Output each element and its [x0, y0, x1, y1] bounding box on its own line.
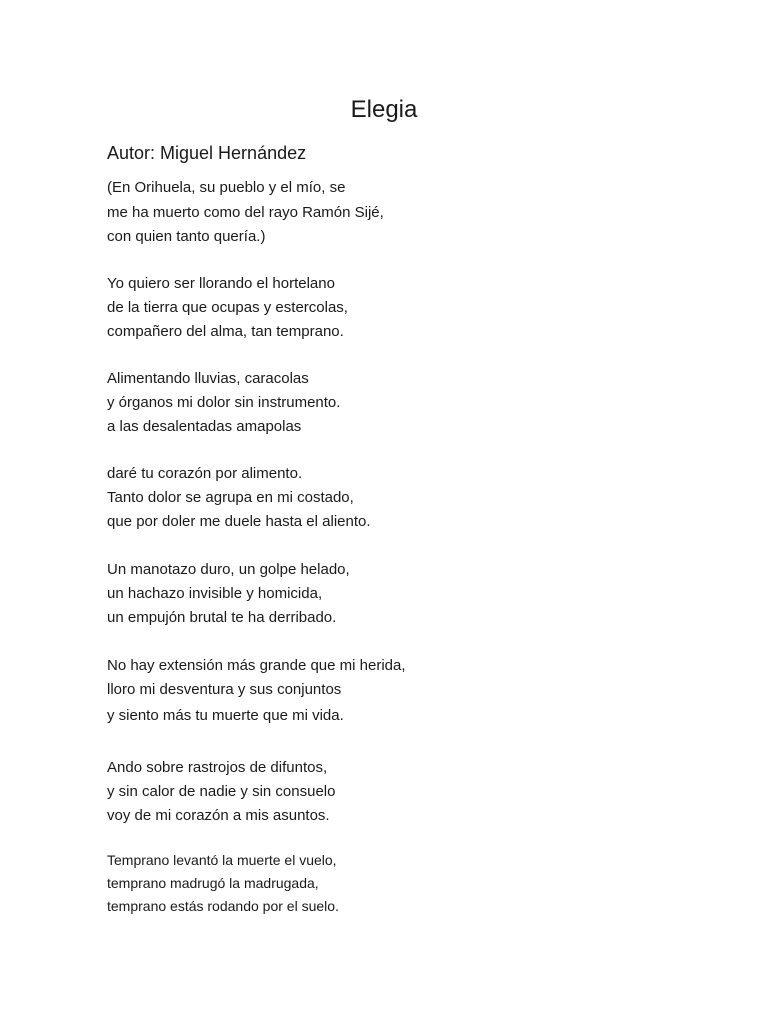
poem-line: un hachazo invisible y homicida, — [107, 585, 323, 602]
poem-line: y órganos mi dolor sin instrumento. — [107, 394, 341, 411]
poem-line: a las desalentadas amapolas — [107, 418, 302, 435]
poem-line: con quien tanto quería.) — [107, 228, 266, 245]
poem-line: temprano estás rodando por el suelo. — [107, 898, 339, 914]
poem-title: Elegia — [350, 96, 418, 123]
poem-line: lloro mi desventura y sus conjuntos — [107, 681, 342, 698]
poem-line: Tanto dolor se agrupa en mi costado, — [107, 489, 354, 506]
poem-line: un empujón brutal te ha derribado. — [107, 609, 337, 626]
poem-author: Autor: Miguel Hernández — [107, 143, 307, 163]
poem-line: y siento más tu muerte que mi vida. — [107, 707, 344, 724]
poem-line: que por doler me duele hasta el aliento. — [107, 513, 371, 530]
poem-line: temprano madrugó la madrugada, — [107, 875, 319, 891]
poem-line: Temprano levantó la muerte el vuelo, — [107, 852, 337, 868]
poem-line: (En Orihuela, su pueblo y el mío, se — [107, 179, 346, 196]
poem-line: daré tu corazón por alimento. — [107, 465, 303, 482]
poem-line: y sin calor de nadie y sin consuelo — [107, 783, 336, 800]
poem-line: de la tierra que ocupas y estercolas, — [107, 299, 348, 316]
poem-line: No hay extensión más grande que mi herida, — [107, 657, 406, 674]
poem-line: Un manotazo duro, un golpe helado, — [107, 561, 350, 578]
poem-line: Ando sobre rastrojos de difuntos, — [107, 759, 328, 776]
poem-line: Yo quiero ser llorando el hortelano — [107, 275, 335, 292]
poem-line: Alimentando lluvias, caracolas — [107, 370, 309, 387]
poem-line: voy de mi corazón a mis asuntos. — [107, 807, 330, 824]
poem-line: compañero del alma, tan temprano. — [107, 323, 344, 340]
poem-line: me ha muerto como del rayo Ramón Sijé, — [107, 204, 384, 221]
